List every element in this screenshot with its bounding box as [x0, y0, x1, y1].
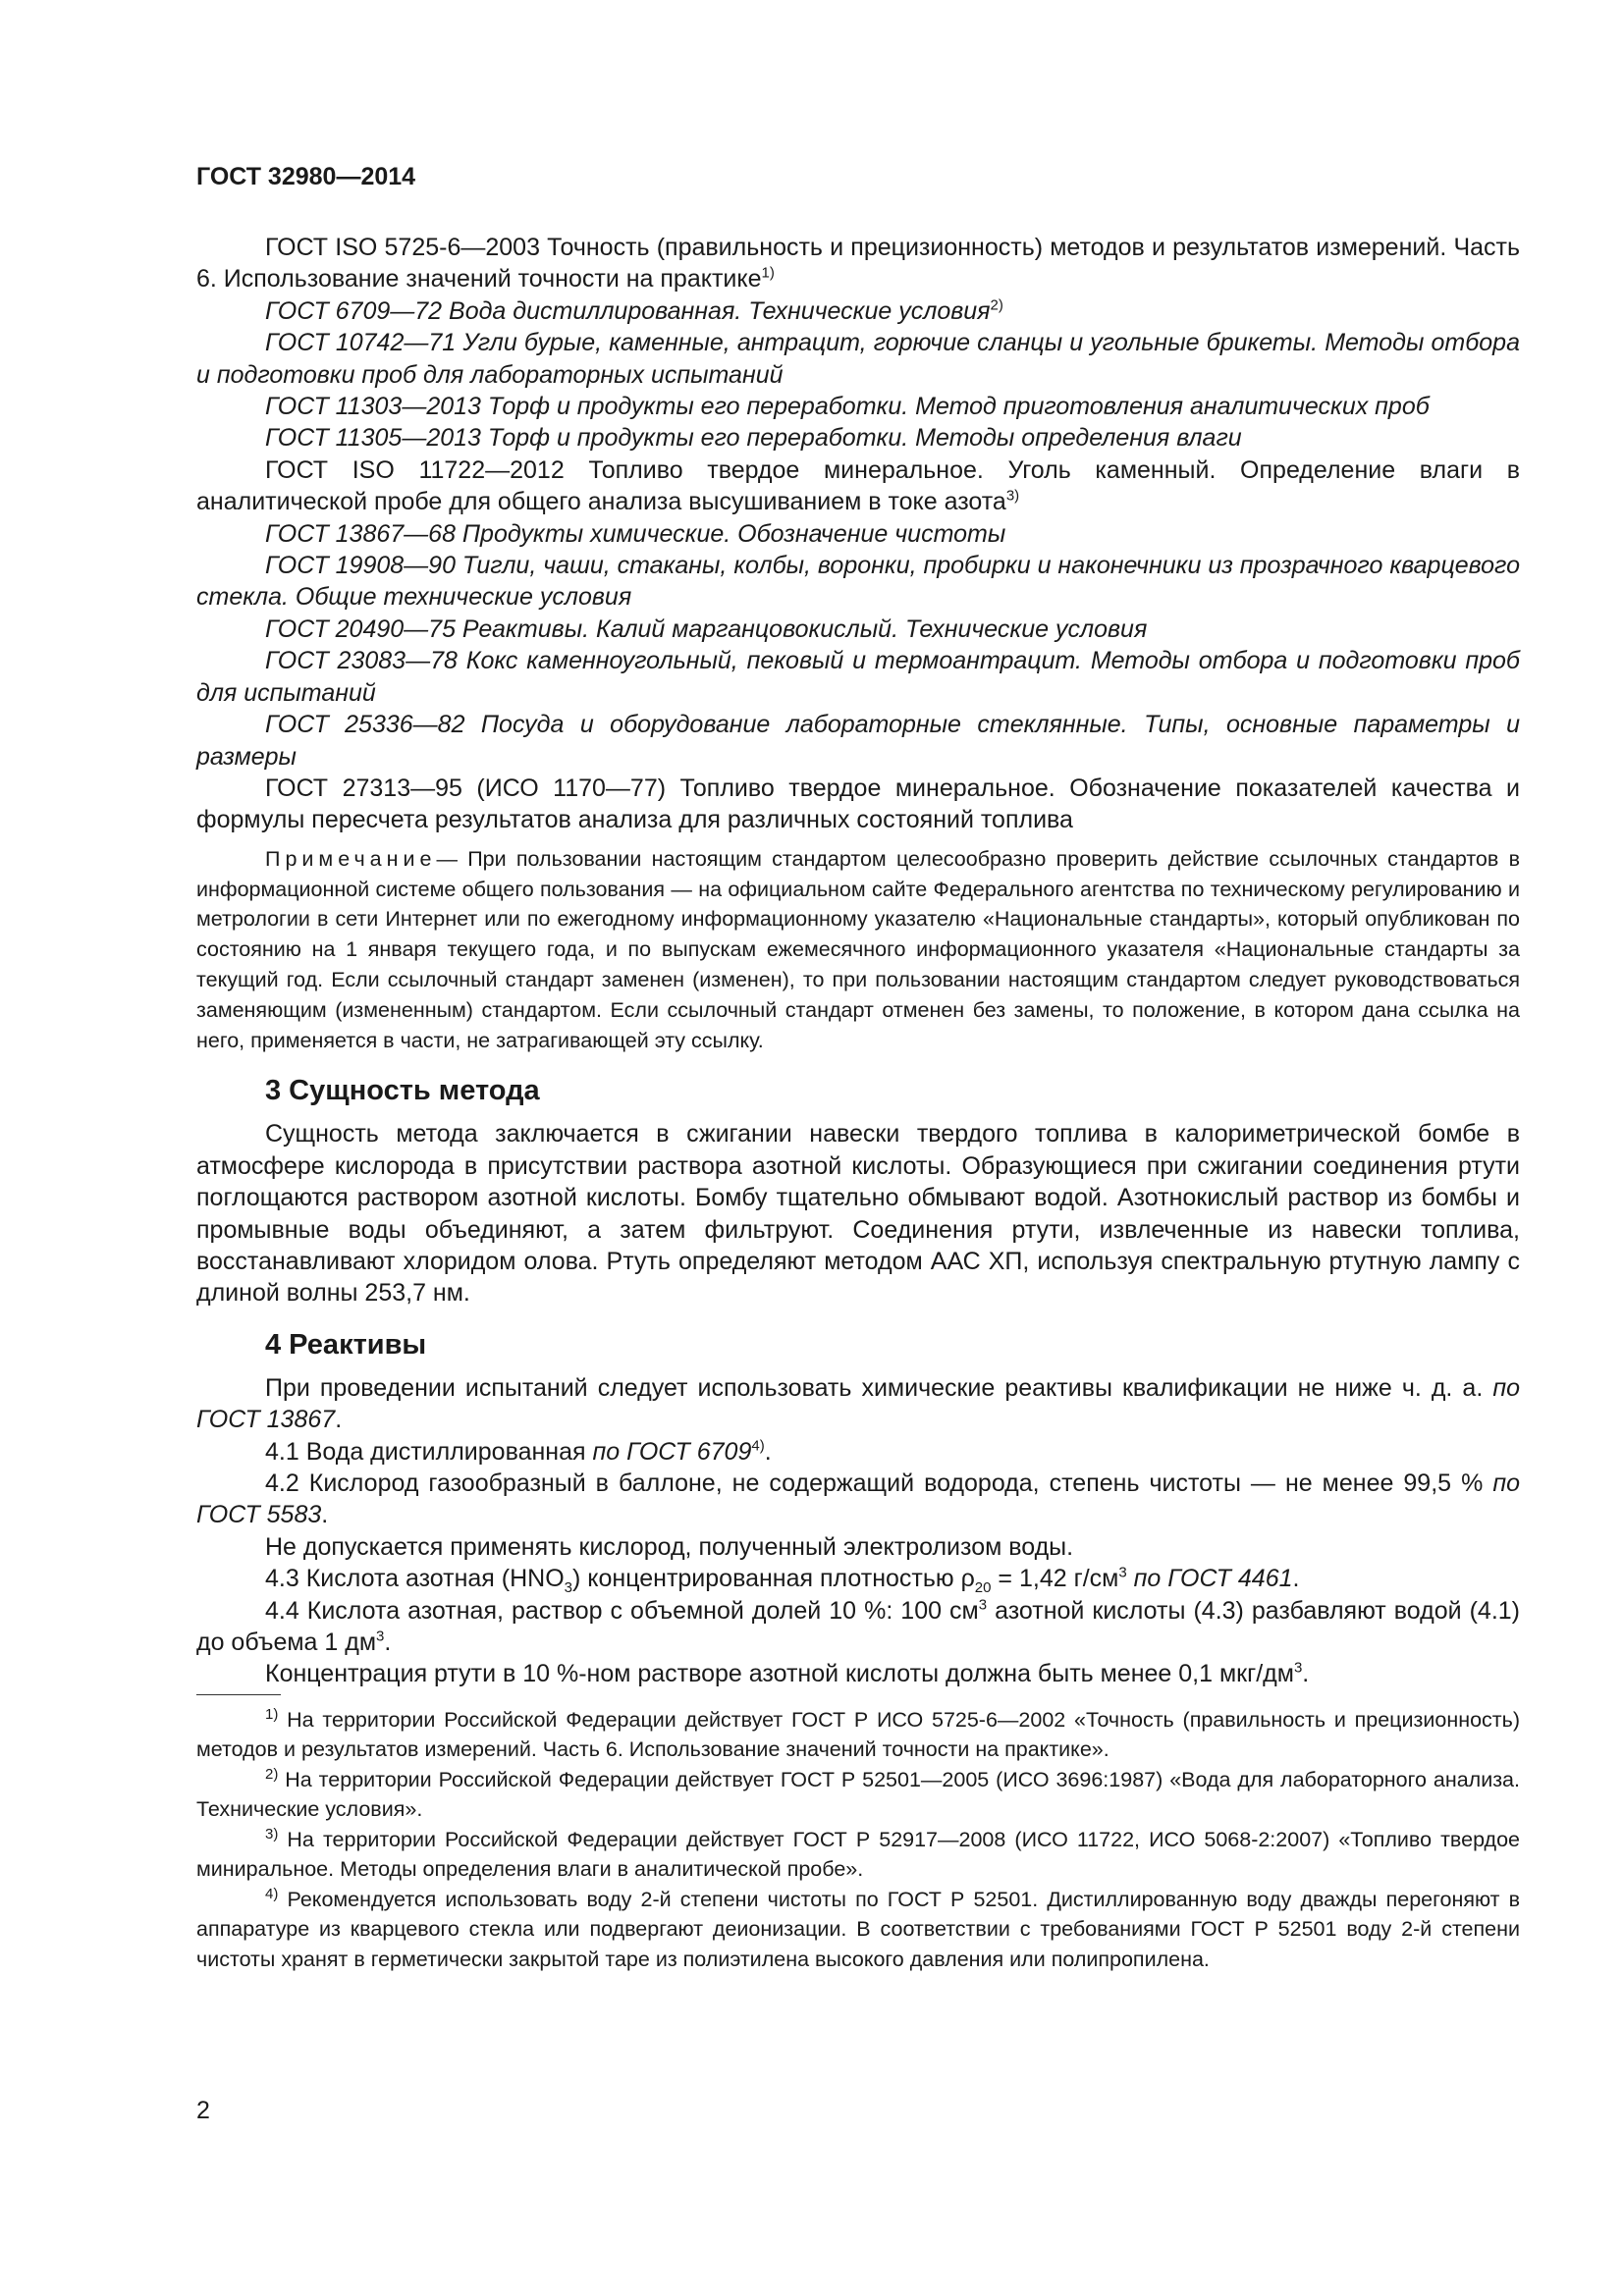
text-run: ГОСТ 10742—71 Угли бурые, каменные, антрацит, горючие сланцы и угольные брикеты. Методы отбора и подготовки проб для лабораторных испытаний	[196, 329, 1520, 389]
text-run: по ГОСТ 13867	[196, 1373, 1520, 1434]
text-run: ГОСТ 23083—78 Кокс каменноугольный, пековый и термоантрацит. Методы отбора и подготовки проб для испытаний	[196, 647, 1520, 707]
text-run: ГОСТ 13867—68 Продукты химические. Обозначение чистоты	[265, 519, 1006, 548]
text-run: .	[764, 1437, 772, 1466]
text-run: ГОСТ 20490—75 Реактивы. Калий марганцовокислый. Технические условия	[265, 614, 1148, 643]
text-run: .	[384, 1628, 392, 1656]
superscript: 3	[376, 1628, 385, 1645]
superscript: 3	[978, 1596, 988, 1614]
section-3-heading: 3 Сущность метода	[265, 1075, 540, 1107]
superscript: 3)	[265, 1825, 279, 1842]
footnote	[196, 1705, 1520, 1765]
reference-item	[196, 709, 1520, 773]
superscript: 2)	[265, 1765, 279, 1783]
section-3-body	[196, 1118, 1520, 1308]
document-body	[196, 232, 1520, 1974]
text-run: ГОСТ 6709—72 Вода дистиллированная. Технические условия	[265, 296, 991, 325]
text-run: .	[335, 1406, 343, 1434]
text-run: 4.3 Кислота азотная (HNO	[265, 1565, 565, 1593]
superscript: 3	[1293, 1660, 1303, 1678]
superscript: 4)	[265, 1885, 279, 1902]
section-4-body	[196, 1372, 1520, 1690]
text-run: .	[1292, 1565, 1300, 1593]
text-run: На территории Российской Федерации действует ГОСТ Р 52501—2005 (ИСО 3696:1987) «Вода для лабораторного анализа. Технические условия».	[196, 1767, 1520, 1822]
text-run: ГОСТ ISO 11722—2012 Топливо твердое минеральное. Уголь каменный. Определение влаги в аналитической пробе для общего анализа высушиванием в токе азота	[196, 455, 1520, 516]
document-code-header: ГОСТ 32980—2014	[196, 163, 416, 190]
footnote-divider	[196, 1694, 281, 1695]
text-run: ) концентрированная плотностью ρ	[572, 1565, 975, 1593]
subscript: 20	[974, 1579, 992, 1597]
superscript: 3	[1118, 1564, 1127, 1581]
text-run: Не допускается применять кислород, полученный электролизом воды.	[265, 1532, 1074, 1561]
note-paragraph	[196, 844, 1520, 1056]
text-run: ГОСТ 11305—2013 Торф и продукты его переработки. Методы определения влаги	[265, 424, 1242, 453]
text-run: При проведении испытаний следует использовать химические реактивы квалификации не ниже ч. д. а.	[265, 1373, 1493, 1402]
paragraph	[196, 1563, 1520, 1597]
text-run: азотной кислоты (4.3) разбавляют водой (4.1) до объема 1 дм	[196, 1596, 1520, 1656]
paragraph	[196, 1531, 1520, 1563]
normative-references-list	[196, 232, 1520, 836]
footnote	[196, 1825, 1520, 1885]
text-run: На территории Российской Федерации действует ГОСТ Р 52917—2008 (ИСО 11722, ИСО 5068-2:2007) «Топливо твердое миниральное. Методы определения влаги в аналитической пробе».	[196, 1827, 1520, 1882]
reference-item	[196, 773, 1520, 836]
text-run: ГОСТ ISO 5725-6—2003 Точность (правильность и прецизионность) методов и результатов измерений. Часть 6. Использование значений точности на практике	[196, 234, 1520, 294]
reference-item	[196, 327, 1520, 391]
text-run: На территории Российской Федерации действует ГОСТ Р ИСО 5725-6—2002 «Точность (правильность и прецизионность) методов и результатов измерений. Часть 6. Использование значений точности на практике».	[196, 1707, 1520, 1762]
text-run: 4.2 Кислород газообразный в баллоне, не содержащий водорода, степень чистоты — не менее 99,5 %	[265, 1468, 1493, 1497]
text-run: ГОСТ 25336—82 Посуда и оборудование лабораторные стеклянные. Типы, основные параметры и размеры	[196, 711, 1520, 771]
text-run: 4.1 Вода дистиллированная	[265, 1437, 593, 1466]
paragraph	[196, 1436, 1520, 1468]
text-run: Сущность метода заключается в сжигании навески твердого топлива в калориметрической бомбе в атмосфере кислорода в присутствии раствора азотной кислоты. Образующиеся при сжигании соединения ртути поглощаются раствором азотной кислоты. Бомбу тщательно обмывают водой. Азотнокислый раствор из бомбы и промывные воды объединяют, а затем фильтруют. Соединения ртути, извлеченные из навески топлива, восстанавливают хлоридом олова. Ртуть определяют методом ААС ХП, используя спектральную ртутную лампу с длиной волны 253,7 нм.	[196, 1120, 1520, 1308]
reference-item	[196, 518, 1520, 550]
subscript: 3	[564, 1579, 572, 1597]
text-run: .	[321, 1501, 329, 1529]
footnote	[196, 1765, 1520, 1825]
text-run: ГОСТ 27313—95 (ИСО 1170—77) Топливо твердое минеральное. Обозначение показателей качества и формулы пересчета результатов анализа для различных состояний топлива	[196, 774, 1520, 834]
superscript: 3)	[1005, 487, 1020, 505]
text-run: Рекомендуется использовать воду 2-й степени чистоты по ГОСТ Р 52501. Дистиллированную воду дважды перегоняют в аппаратуре из кварцевого стекла или подвергают деионизации. В соответствии с требованиями ГОСТ Р 52501 воду 2-й степени чистоты хранят в герметически закрытой таре из полиэтилена высокого давления или полипропилена.	[196, 1887, 1520, 1971]
superscript: 4)	[751, 1437, 765, 1455]
text-run: Примечание	[265, 846, 437, 871]
paragraph	[196, 1595, 1520, 1659]
text-run: по ГОСТ 4461	[1126, 1565, 1293, 1593]
paragraph	[196, 1118, 1520, 1308]
paragraph	[196, 1658, 1520, 1689]
page-number: 2	[196, 2097, 210, 2124]
footnote	[196, 1885, 1520, 1975]
reference-item	[196, 295, 1520, 327]
paragraph	[196, 1372, 1520, 1436]
text-run: по ГОСТ 6709	[592, 1437, 752, 1466]
text-run: Концентрация ртути в 10 %-ном растворе азотной кислоты должна быть менее 0,1 мкг/дм	[265, 1660, 1294, 1688]
superscript: 1)	[265, 1705, 279, 1723]
reference-item	[196, 614, 1520, 645]
text-run: — При пользовании настоящим стандартом целесообразно проверить действие ссылочных стандартов в информационной системе общего пользования — на официальном сайте Федерального агентства по техническому регулированию и метрологии в сети Интернет или по ежегодному информационному указателю «Национальные стандарты», который опубликован по состоянию на 1 января текущего года, и по выпускам ежемесячного информационного указателя «Национальные стандарты за текущий год. Если ссылочный стандарт заменен (изменен), то при пользовании настоящим стандартом следует руководствоваться заменяющим (измененным) стандартом. Если ссылочный стандарт отменен без замены, то положение, в котором дана ссылка на него, применяется в части, не затрагивающей эту ссылку.	[196, 846, 1520, 1052]
text-run: 4.4 Кислота азотная, раствор с объемной долей 10 %: 100 см	[265, 1596, 979, 1625]
reference-item	[196, 232, 1520, 295]
section-4-heading: 4 Реактивы	[265, 1328, 427, 1361]
superscript: 1)	[761, 265, 775, 283]
paragraph	[196, 1468, 1520, 1531]
reference-item	[196, 550, 1520, 614]
text-run: = 1,42 г/см	[991, 1565, 1119, 1593]
text-run: .	[1302, 1660, 1310, 1688]
reference-item	[196, 454, 1520, 518]
reference-item	[196, 391, 1520, 422]
reference-item	[196, 645, 1520, 709]
text-run: ГОСТ 19908—90 Тигли, чаши, стаканы, колбы, воронки, пробирки и наконечники из прозрачного кварцевого стекла. Общие технические условия	[196, 552, 1520, 612]
text-run: ГОСТ 11303—2013 Торф и продукты его переработки. Метод приготовления аналитических проб	[265, 393, 1430, 421]
reference-item	[196, 422, 1520, 454]
text-run: по ГОСТ 5583	[196, 1468, 1520, 1529]
superscript: 2)	[990, 296, 1003, 314]
footnotes	[196, 1705, 1520, 1975]
